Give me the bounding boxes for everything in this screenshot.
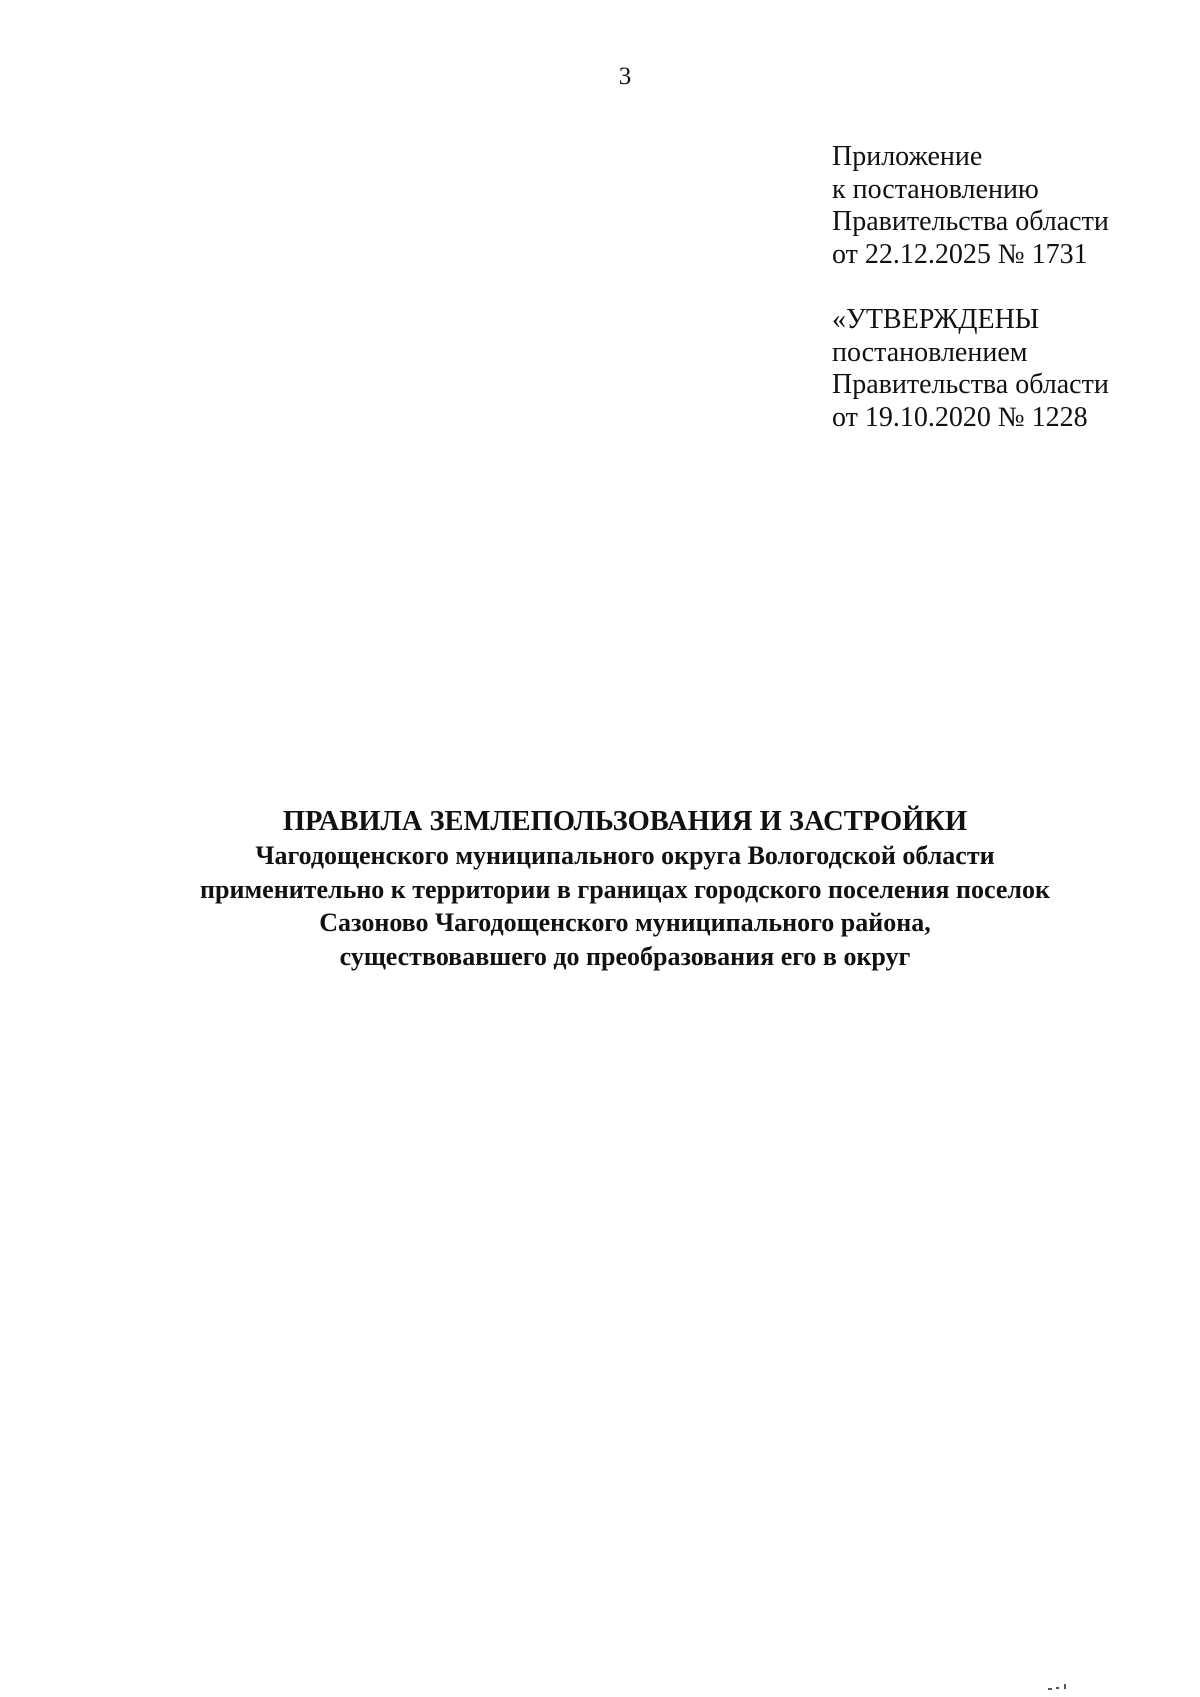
approved-block [832, 304, 1109, 434]
approved-date-number: от 19.10.2020 № 1228 [832, 401, 1088, 433]
title-subtitle-line: существовавшего до преобразования его в округ [339, 941, 911, 971]
appendix-line: к постановлению [832, 173, 1039, 205]
approved-line: Правительства области [832, 369, 1109, 400]
title-subtitle-line: применительно к территории в границах городского поселения поселок [200, 874, 1050, 904]
approved-line: «УТВЕРЖДЕНЫ [832, 304, 1040, 335]
appendix-line: Приложение [832, 141, 983, 172]
approved-line: постановлением [832, 336, 1028, 368]
page-number: 3 [618, 63, 632, 90]
appendix-block [832, 141, 1109, 271]
appendix-line: Правительства области [832, 206, 1109, 237]
title-subtitle-line: Сазоново Чагодощенского муниципального района, [319, 908, 931, 937]
appendix-date-number: от 22.12.2025 № 1731 [832, 238, 1088, 270]
title-main: ПРАВИЛА ЗЕМЛЕПОЛЬЗОВАНИЯ И ЗАСТРОЙКИ [282, 806, 968, 837]
title-subtitle-line: Чагодощенского муниципального округа Вологодской области [255, 841, 995, 870]
document-title [0, 805, 1200, 973]
scan-artifact [1048, 1686, 1068, 1690]
